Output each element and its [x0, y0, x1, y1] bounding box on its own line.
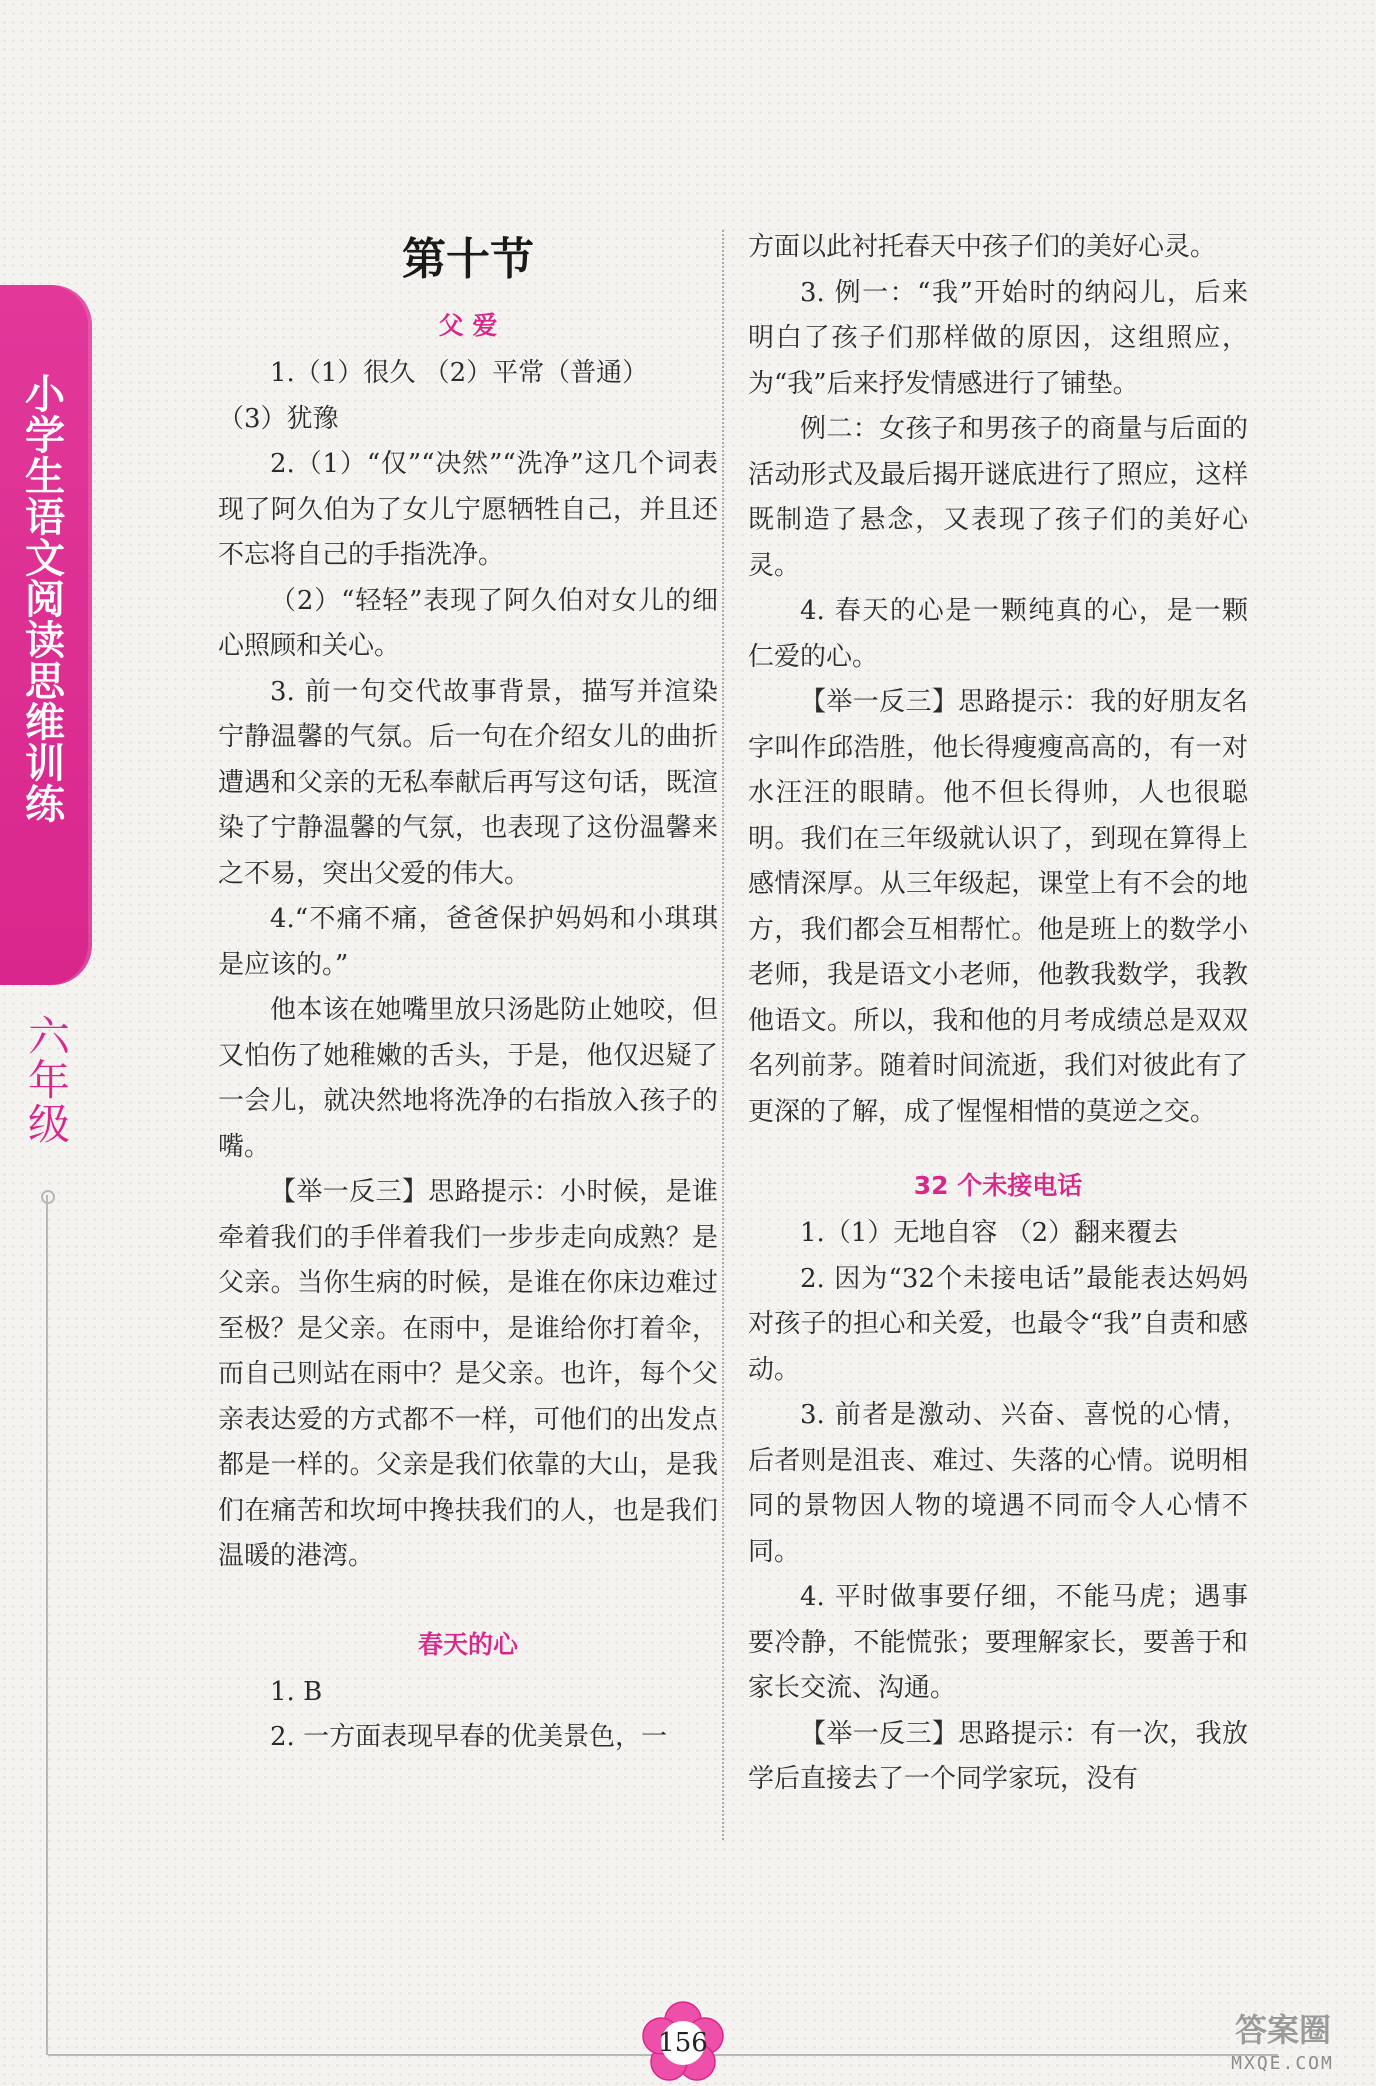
answer-paragraph: （3）犹豫: [218, 403, 339, 434]
column-divider: [722, 230, 725, 1840]
article-heading-32-missed-calls: 32 个未接电话: [913, 1171, 1083, 1200]
left-column: [218, 225, 718, 1761]
watermark: [1195, 2005, 1370, 2083]
answer-paragraph: 【举一反三】思路提示：我的好朋友名字叫作邱浩胜，他长得瘦瘦高高的，有一对水汪汪的眼睛。他不但长得帅，人也很聪明。我们在三年级就认识了，到现在算得上感情深厚。从三年级起，课堂上有不会的地方，我们都会互相帮忙。他是班上的数学小老师，我是语文小老师，他教我数学，我教他语文。所以，我和他的月考成绩总是双双名列前茅。随着时间流逝，我们对彼此有了更深的了解，成了惺惺相惜的莫逆之交。: [748, 687, 1248, 1127]
answer-paragraph: 2. 因为“32个未接电话”最能表达妈妈对孩子的担心和关爱，也最令“我”自责和感动。: [748, 1263, 1248, 1385]
answer-paragraph: 4. 平时做事要仔细，不能马虎；遇事要冷静，不能慌张；要理解家长，要善于和家长交流、沟通。: [748, 1582, 1248, 1703]
answer-paragraph: （2）“轻轻”表现了阿久伯对女儿的细心照顾和关心。: [218, 585, 718, 661]
page-number: 156: [658, 2028, 708, 2058]
watermark-url: MXQE.COM: [1231, 2053, 1334, 2074]
answer-paragraph: 3. 前一句交代故事背景，描写并渲染宁静温馨的气氛。后一句在介绍女儿的曲折遭遇和父亲的无私奉献后再写这句话，既渲染了宁静温馨的气氛，也表现了这份温馨来之不易，突出父爱的伟大。: [218, 676, 718, 889]
series-title: 小学生语文阅读思维训练: [25, 372, 65, 828]
article-heading-father-love: 父 爱: [438, 311, 498, 340]
answer-paragraph: 例二：女孩子和男孩子的商量与后面的活动形式及最后揭开谜底进行了照应，这样既制造了悬念，又表现了孩子们的美好心灵。: [748, 414, 1248, 581]
answer-paragraph: 【举一反三】思路提示：有一次，我放学后直接去了一个同学家玩，没有: [748, 1718, 1248, 1794]
answer-paragraph: 1.（1）很久 （2）平常（普通）: [270, 358, 649, 388]
answer-paragraph: 2. 一方面表现早春的优美景色，一: [270, 1722, 668, 1752]
answer-paragraph: 4.“不痛不痛，爸爸保护妈妈和小琪琪是应该的。”: [218, 904, 718, 980]
watermark-logo: 答案圈: [1234, 2011, 1331, 2049]
right-column: [748, 225, 1248, 1803]
answer-paragraph: 3. 前者是激动、兴奋、喜悦的心情，后者则是沮丧、难过、失落的心情。说明相同的景物因人物的境遇不同而令人心情不同。: [748, 1400, 1248, 1567]
article-heading-spring-heart: 春天的心: [417, 1629, 518, 1659]
answer-paragraph: 方面以此衬托春天中孩子们的美好心灵。: [748, 232, 1217, 262]
answer-paragraph: 3. 例一：“我”开始时的纳闷儿，后来明白了孩子们那样做的原因，这组照应，为“我”后来抒发情感进行了铺垫。: [748, 277, 1248, 399]
answer-paragraph: 他本该在她嘴里放只汤匙防止她咬，但又怕伤了她稚嫩的舌头，于是，他仅迟疑了一会儿，就决然地将洗净的右指放入孩子的嘴。: [218, 995, 718, 1162]
page-number-badge: [640, 2000, 726, 2086]
grade-label: 六年级: [27, 1012, 70, 1149]
answer-paragraph: 4. 春天的心是一颗纯真的心，是一颗仁爱的心。: [748, 596, 1248, 672]
divider-dot: [41, 1190, 55, 1204]
answer-paragraph: 1.（1）无地自容 （2）翻来覆去: [800, 1218, 1179, 1248]
answer-paragraph: 【举一反三】思路提示：小时候，是谁牵着我们的手伴着我们一步步走向成熟？是父亲。当你生病的时候，是谁在你床边难过至极？是父亲。在雨中，是谁给你打着伞，而自己则站在雨中？是父亲。也许，每个父亲表达爱的方式都不一样，可他们的出发点都是一样的。父亲是我们依靠的大山，是我们在痛苦和坎坷中搀扶我们的人，也是我们温暖的港湾。: [218, 1177, 718, 1571]
answer-paragraph: 2.（1）“仅”“决然”“洗净”这几个词表现了阿久伯为了女儿宁愿牺牲自己，并且还不忘将自己的手指洗净。: [218, 449, 718, 570]
answer-paragraph: 1. B: [270, 1676, 323, 1707]
side-divider-line: [46, 1195, 48, 2055]
section-title: 第十节: [402, 234, 534, 285]
